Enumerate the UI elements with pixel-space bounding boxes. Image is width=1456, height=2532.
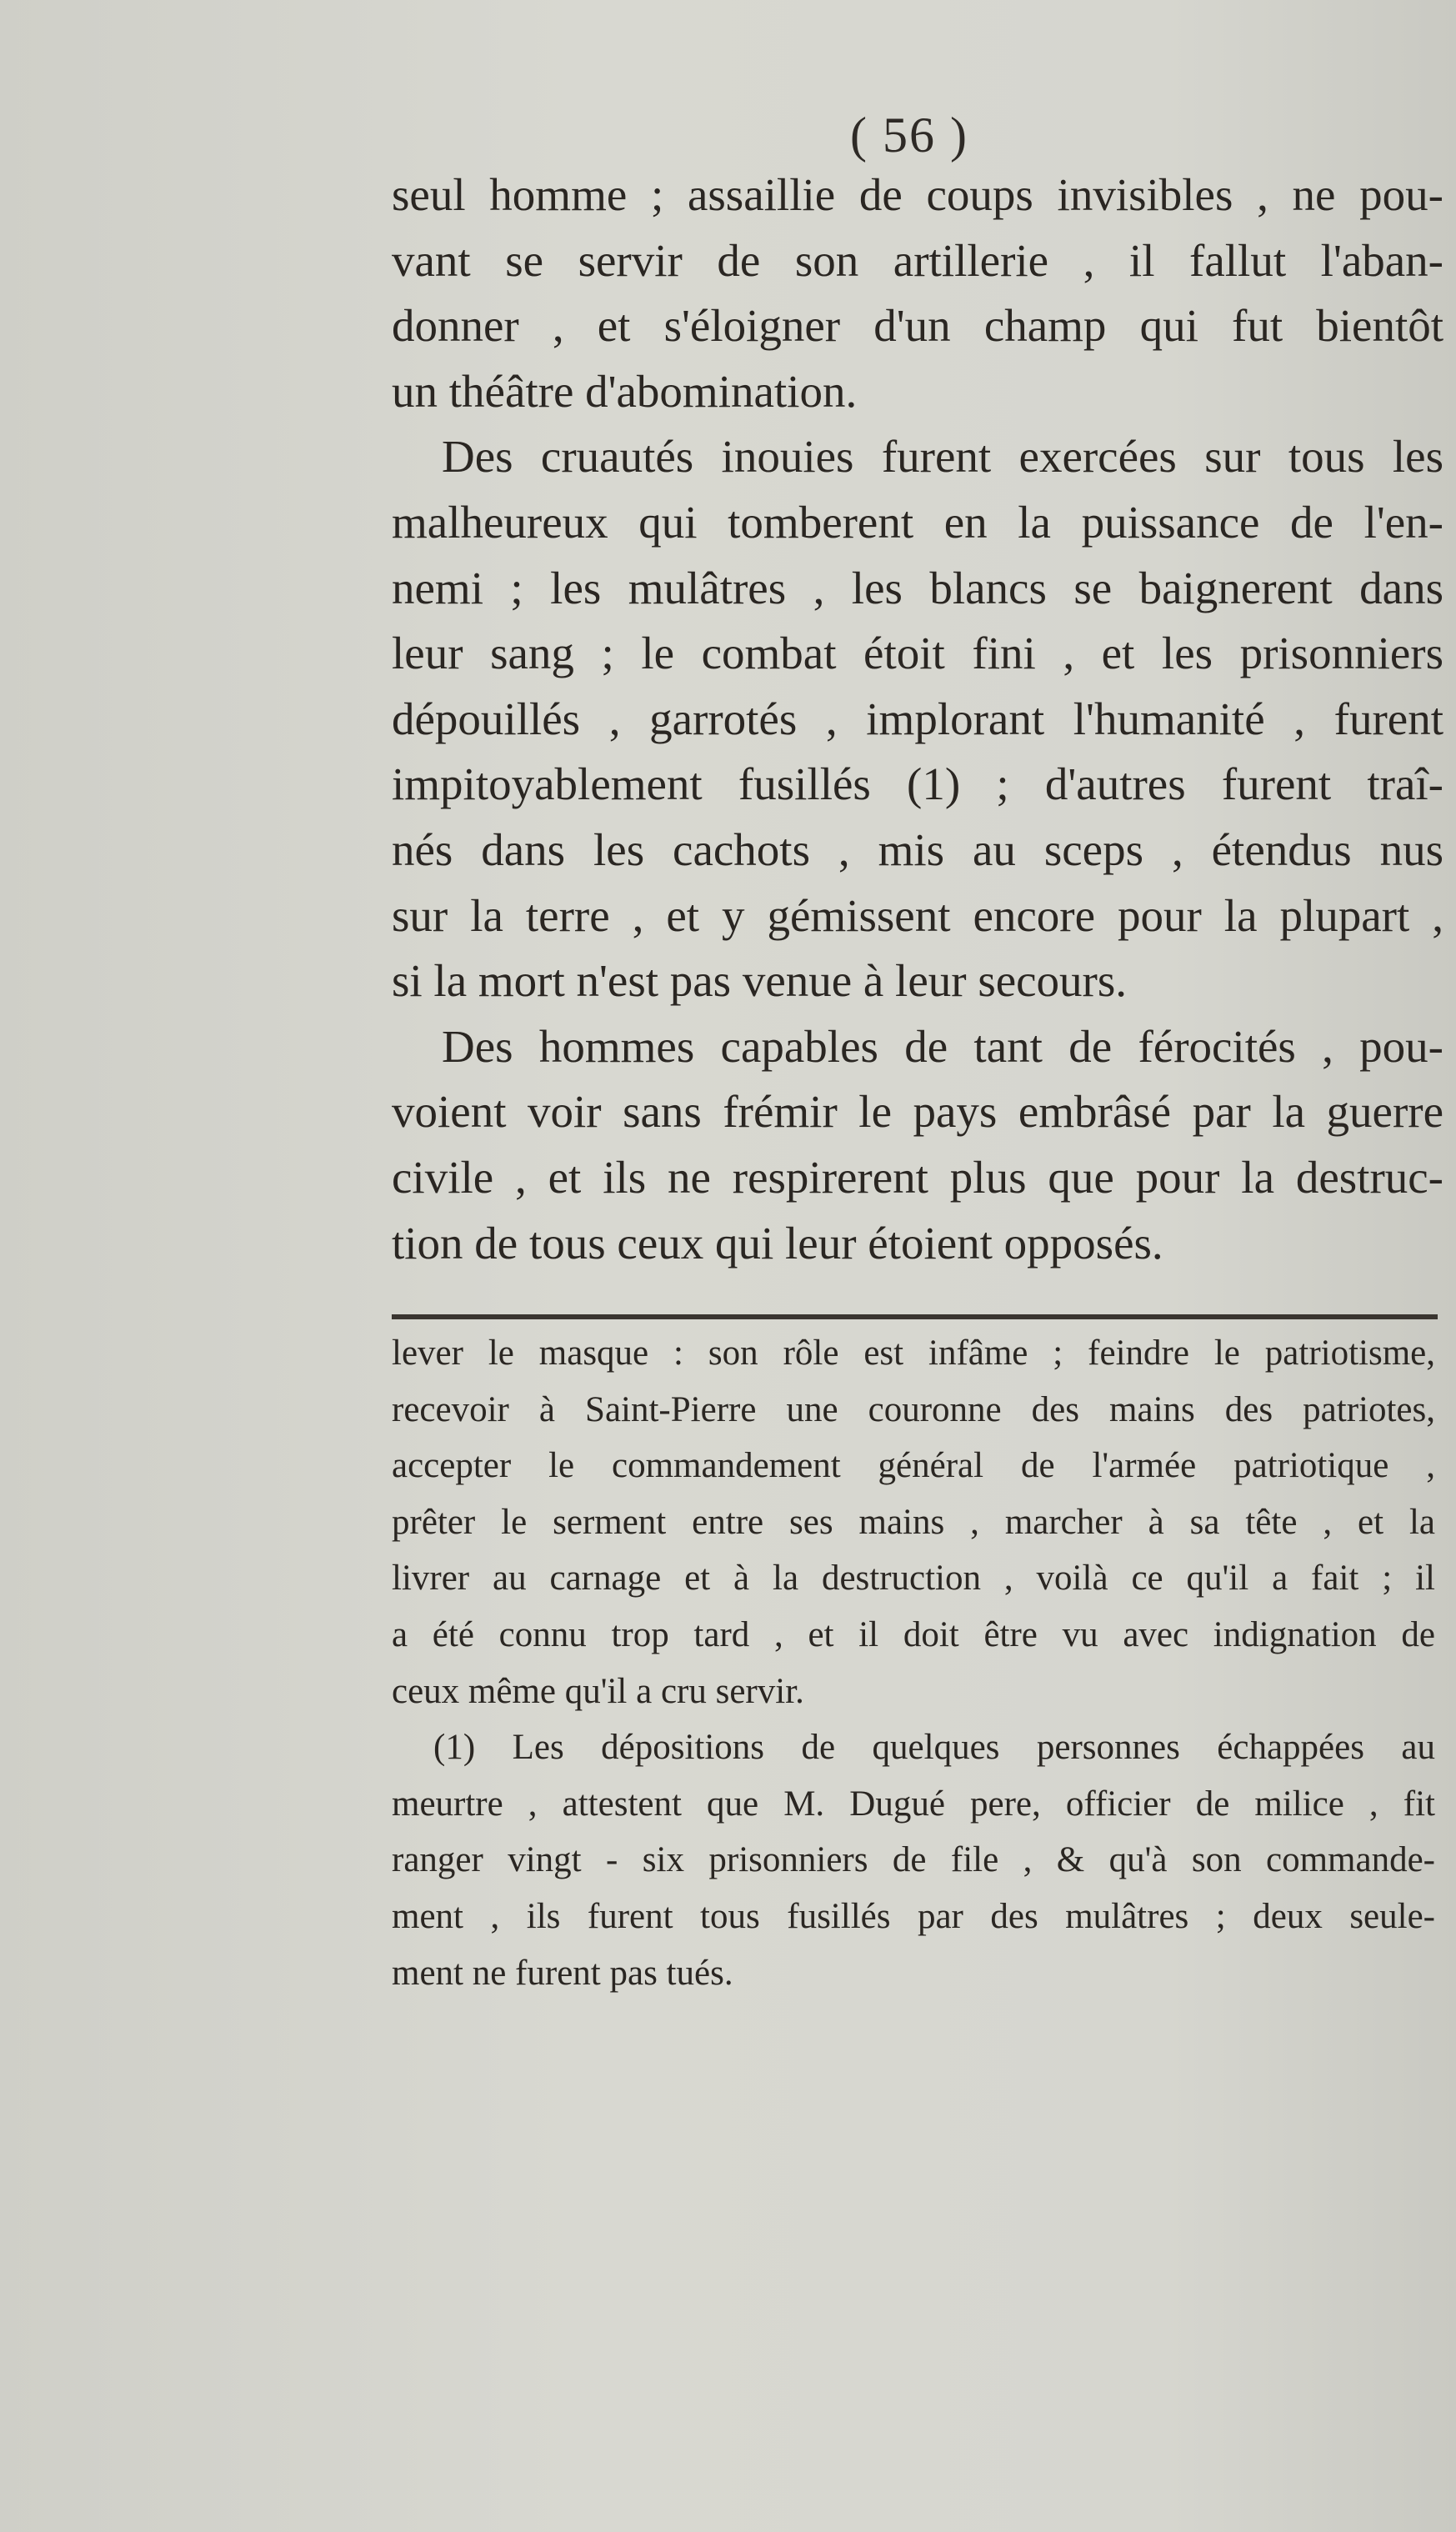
text-line: dépouillés , garrotés , implorant l'humanité , furent	[392, 693, 1443, 744]
text-line: si la mort n'est pas venue à leur secours.	[392, 955, 1128, 1007]
footnote-line: ment ne furent pas tués.	[392, 1953, 733, 1993]
footnote-divider	[392, 1314, 1438, 1319]
footnote-line: a été connu trop tard , et il doit être vu avec indignation de	[392, 1614, 1435, 1654]
footnote-line: accepter le commandement général de l'armée patriotique ,	[392, 1446, 1435, 1486]
text-line: voient voir sans frémir le pays embrâsé par la guerre	[392, 1086, 1443, 1138]
text-line: impitoyablement fusillés (1) ; d'autres furent traî-	[392, 758, 1443, 810]
footnote-line: livrer au carnage et à la destruction , voilà ce qu'il a fait ; il	[392, 1559, 1435, 1599]
footnote-line: meurtre , attestent que M. Dugué pere, officier de milice , fit	[392, 1784, 1435, 1824]
text-line: tion de tous ceux qui leur étoient opposés.	[392, 1217, 1163, 1269]
text-line: seul homme ; assaillie de coups invisibles , ne pou-	[392, 169, 1443, 220]
footnote-line: ranger vingt - six prisonniers de file , & qu'à son commande-	[392, 1840, 1435, 1880]
text-line: un théâtre d'abomination.	[392, 365, 858, 417]
footnotes	[392, 1325, 1435, 2001]
text-line: donner , et s'éloigner d'un champ qui fut bientôt	[392, 300, 1443, 352]
text-line: Des hommes capables de tant de férocités , pou-	[442, 1020, 1443, 1072]
main-text	[392, 163, 1443, 1276]
text-line: nés dans les cachots , mis au sceps , étendus nus	[392, 823, 1443, 875]
text-line: leur sang ; le combat étoit fini , et les prisonniers	[392, 628, 1443, 679]
text-line: malheureux qui tomberent en la puissance de l'en-	[392, 496, 1443, 548]
footnote-line: ceux même qu'il a cru servir.	[392, 1671, 804, 1711]
text-line: nemi ; les mulâtres , les blancs se baignerent dans	[392, 562, 1443, 613]
footnote-line: recevoir à Saint-Pierre une couronne des mains des patriotes,	[392, 1389, 1435, 1429]
text-line: vant se servir de son artillerie , il fallut l'aban-	[392, 234, 1443, 286]
footnote-line: prêter le serment entre ses mains , marcher à sa tête , et la	[392, 1502, 1435, 1542]
text-line: sur la terre , et y gémissent encore pour la plupart ,	[392, 889, 1443, 941]
text-line: civile , et ils ne respirerent plus que pour la destruc-	[392, 1151, 1443, 1203]
text-line: Des cruautés inouies furent exercées sur tous les	[442, 431, 1443, 483]
footnote-line: ment , ils furent tous fusillés par des mulâtres ; deux seule-	[392, 1896, 1435, 1936]
page-number: ( 56 )	[850, 108, 968, 163]
footnote-line: lever le masque : son rôle est infâme ; feindre le patriotisme,	[392, 1334, 1435, 1373]
footnote-line: (1) Les dépositions de quelques personnes échappées au	[433, 1728, 1435, 1768]
